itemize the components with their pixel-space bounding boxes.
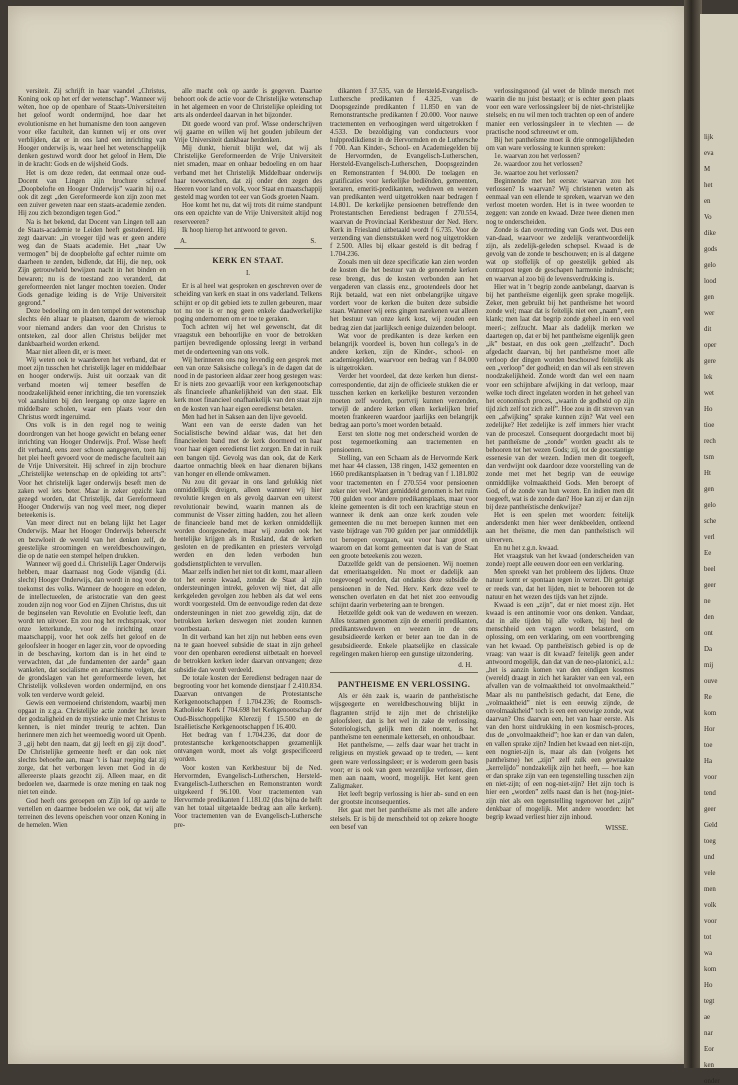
next-page-text-fragment: Ho	[704, 406, 713, 413]
next-page-text-fragment: sche	[704, 518, 717, 525]
next-page-text-fragment: ne	[704, 598, 711, 605]
column-2	[174, 88, 322, 1052]
paragraph: Ik hoop hierop het antwoord te geven.	[182, 226, 288, 234]
next-page-text-fragment: Eor	[704, 1046, 714, 1053]
next-page-text-fragment: rech	[704, 438, 716, 445]
paragraph: Men had het in Saksen aan den lijve gevoeld.	[182, 413, 307, 421]
paragraph: Van meer direct nut en belang lijkt het Lager Onderwijs. Maar het Hooger Onderwijs beheerscht en bezwloeit de wereld van het denken zelf, de geestelijke stroomingen en wereldbeschouwingen, die op de natie een stempel helpen drukken.	[18, 520, 166, 560]
paragraph: 1e. waarvan zou het verlossen?	[494, 153, 580, 161]
article-body-kerk-en-staat	[174, 283, 322, 829]
paragraph: Verder het voordeel, dat deze kerken hun dienst-correspondentie, dat zijn de officieele stukken die er tusschen kerken en kerkelijke besturen verzonden moeten zelf worden, portvrij kunnen verzenden, terwijl de andere kerken elken kerkelijken brief moeten frankeeren waardoor jaarlijks een belangrijk bedrag aan porto’s moet worden betaald.	[330, 373, 478, 430]
column-4-body	[486, 88, 634, 822]
paragraph: Ons volk is in den regel nog te weinig doordrongen van het hooge gewicht en belang eener inrichting van Hooger Onderwijs. Prof. Wisse heeft dit verband, eens zeer schoon aangegeven, toen hij het plei heeft gevoerd voor de medische faculteit aan de Vrije Universiteit. Hij schreef in zijn brochure „Christelijke wetenschap en de opleiding tot arts”: Voor het christelijk lager onderwijs beseft men de zaken wel iets beter. Maar in zeker opzicht kan gezegd worden, dat Christelijk, dat Gereformeerd Hooger Onderwijs van nog veel meer, nog dieper beteekenis is.	[18, 422, 166, 520]
next-page-text-fragment: Re	[704, 694, 712, 701]
signature-left: A.	[180, 236, 187, 245]
next-page-text-fragment: volk	[704, 902, 717, 909]
next-page-text-fragment: lek	[704, 374, 713, 381]
paragraph: alle macht ook op aarde is gegeven. Daartoe behoort ook de actie voor de Christelijke wetenschap in het algemeen en voor de Christelijke opleiding tot arts als onderdeel daarvan in het bijzonder.	[174, 88, 322, 120]
next-page-text-fragment: kom	[704, 710, 717, 717]
paragraph: De totale kosten der Eeredienst bedragen naar de begrooting voor het komende dienstjaar f 2.410.834. Daarvan ontvangen de Protestantsche Kerkgenootschappen f 1.704.236; de Roomsch-Katholieke Kerk f 704.698 het Kerkgenootschap der Oud-Bisschoppelijke Klerezij f 15.500 en de Israëlietische Kerkgenootschappen f 16.400.	[174, 674, 322, 731]
paragraph: Stelling, van een Schaam als de Hervormde Kerk met haar 44 classen, 138 ringen, 1432 gemeenten en 1660 predikantsplaatsen in ’t bedrag van f 1.181.802 voor tractementen en f 270.554 voor pensioenen zeker niet veel. Want gemiddeld genomen is het ruim 700 gulden voor andere predikantsplaats, maar voor kleine gemeenten is dit toch een krachtige steun en wanneer ik denk aan onze kerk zouden vele gemeenten die nu met beroepen kunnen met een vaste bijdrage van 700 gulden per jaar onmiddellijk tot beroepen overgaan, wat voor haar groot en waarom en dat komt gemeenten dat is van de Staat een groote beteekenis zou wezen.	[330, 455, 478, 560]
paragraph: Wij weten ook te waardeeren het verband, dat er moet zijn tusschen het christelijk lager en middelbaar en hooger onderwijs. Juist uit oorzaak van dit verband moeten wij temeer beseffen de noodzakelijkheid eener inrichting, die ten vorensziek vol aansluiten bij den leergang op onze lagere en middelbare scholen, waar een plaats voor den Christus wordt ingeruimd.	[18, 357, 166, 422]
paragraph: In dit verband kan het zijn nut hebben eens even na te gaan hoeveel subsidie de staat in zijn geheel voor den openbaren eeredienst uitbetaalt en hoeveel de betrokken kerken ieder daarvan ontvangen; deze subsidie dan wordt verdeeld.	[174, 634, 322, 674]
paragraph: verlossingsnood (al weet de blinde mensch met waarin die nu juist bestaat); er is echter geen plaats voor een ware verlossingsleer bij de niet-christelijke stelsels; en nu wil men toch trachten op een of andere manier een verlossingsleer in te vlechten — de practische nood schreeuwt er om.	[486, 88, 634, 136]
next-page-text-fragment: und	[704, 854, 715, 861]
paragraph: Mij dunkt, hieruit blijkt wel, dat wij als Christelijke Gereformeerden de Vrije Universiteit niet smaden, maar en onhaar bedoeling en om haar verband met het Christelijk Middelbaar onderwijs haar toewenschen, dat zij onder den zegen des Heeren voor land en volk, voor Staat en maatschappij gesteld mag worden tot eer van Gods groeten Naam.	[174, 145, 322, 202]
next-page-text-fragment: toeg	[704, 838, 716, 845]
paragraph: Want een van de eerste daden van het Socialistische bewind aldaar was, dat het den financieelen band met de kerk doormeed en haar voor haar eigen eeredienst liet zorgen. En dat in ruik een bangen tijd. Gevolg was dan ook, dat de Kerk daartoe onmachtig bleek en haar dienaren bijkans van honger en ellende omkwamen.	[174, 421, 322, 478]
paragraph: Het is om deze reden, dat eenmaal onze oud-Docent van Lingen zijn brochure schreef „Doopbelofte en Hooger Onderwijs” waarin hij o.a. ook dit zegt „den Gereformeerde kon zijn zoon met een zuiver geweten naar een staats-academie zenden. Hij zou zich bezondigen tegen God.”	[18, 169, 166, 218]
paragraph: Het pantheïsme, — zelfs daar waar het tracht in religieus en mystiek gewaad op te treden, — kent geen ware verlossingsleer; er is wederom geen basis voor; er is ook van geen wezenlijke verlosser, dien men aan naam, woord, mogelijk. Het kent geen Zaligmaker.	[330, 742, 478, 790]
next-page-text-fragment: beel	[704, 566, 716, 573]
article-body-pantheisme	[330, 693, 478, 832]
paragraph: Nu zou dit gevaar in ons land gelukkig niet onmiddellijk dreigen, alleen wanneer wij hier revolutie kregen en als gevolg daarvan een uiterst revolutionair bewind, waarin mannen als de communist de Visser zitting hadden, zou het alleen de financieele band met de kerken onmiddellijk worden doorgesneden, maar wij zouden ook het heetelijke krijgen als in Rusland, dat de kerken gesloten en de predikanten en priesters vervolgd werden en den leden verboden hun godsdienstplichten te vervullen.	[174, 479, 322, 568]
column-3-body	[330, 88, 478, 659]
column-1	[18, 88, 166, 1058]
next-page-text-fragment: en	[704, 198, 711, 205]
next-page-text-fragment: tioe	[704, 422, 715, 429]
paragraph: Voor kosten van Kerkbestuur bij de Ned. Hervormden, Evangelisch-Lutherschen, Hersteld-Evangelisch-Lutherschen en Remonstranten wordt uitgekeerd f 96.100. Voor tractementen van Hervormde predikanten f 1.181.02 (dus bijna de helft van het totaal uitgetaalde bedrag aan alle kerken). Voor tractementen van de Evangelisch-Luthersche pre-	[174, 764, 322, 829]
next-page-text-fragment: gelo	[704, 502, 716, 509]
paragraph: Beginnende met het eerste: waarvan zou het verlossen? Is waarvan? Wij christenen weten als eenmaal van een ellende te spreken, waarvan we den verlost moeten worden. Het is in twee woorden te zeggen: van zonde en kwaad. Deze twee dienen men nog te onderscheiden.	[486, 177, 634, 226]
paragraph: Gewis een vermoeiend christendom, waarbij men opgaat in z.g.a. Christelijke actie zonder het leven der godzaligheid en de mystieke unie met Christus te kennen, is niet minder treurig te achten. Dan herinnere men zich het weemoedig woord uit Openb. 3 „gij hebt den naam, dat gij leeft en gij zijt dood”. De Christelijke gemeente heeft er dan ook niet slechts behoefte aan, maar ’t is haar roeping dat zij zorge, dat het verborgen leven met God in de allereerste plaats gezocht zij. Alleen maar, en dit bedoelen we, daarmede is onze mening en taak nog niet ten einde.	[18, 699, 166, 797]
next-page-text-fragment: Ho	[704, 982, 713, 989]
paragraph: Hier wat in ’t begrip zonde aanbelangt, daarvan is bij het pantheïsme eigenlijk geen sprake mogelijk. Zeker, men gebruikt bij het pantheïsme het woord zonde wel; maar dat is feitelijk niet een „naam”, een klank; men laat dat begrip zonde geheel in een veel meeri-; zelfzucht. Maar als dadelijk merken we daartegen op, dat er bij het pantheïsme eigenlijk geen „ik” bestaat, en dus ook geen „zelfzucht”. Doch afgedacht daarvan, bij het pantheïsme moet alle verloop der dingen worden beschouwd feitelijk als een „verloop” der godheid; en dan wil als een streven noodzakelijkheid. Zonde wordt dan wel een naam voor een schijnbare afwijking in dat verloop, maar welke toch direct ingelaten worden in het geheel van het economisch proces, „waarin de godheid op zijn tijd zich zelf tot zich zelf”. Hoe zou in dit streven van een „afwijking” sprake kunnen zijn? Wat veel een zedelijke? Het zedelijke is zelf immers hier vracht van de proceszel. Consequent doorgedacht moet bij het pantheïsme de „zonde” worden geacht als te behooren tot het wezen Gods; zij, tot de goocstantige essenesie van der wezen. Indien men dit toegeeft, dan verdwijnt ook daardoor deze voorstelling van de zonde met met het begrip van de eeuwige onmiddlijke volmaaktheid Gods. Men beroept of God, of de zonde van hun wezen. En indien men dit toegeeft, wat is de zonde dan? Hoe kan zij er dan zijn bij deze pantheïstische denkwijze?	[486, 283, 634, 511]
paragraph: Men spreekt van het probleem des lijdens. Onze natuur komt er spontaan tegen in verzet. Dit getuigt er reeds van, dat het lijden, niet te behooren tot de natuur en het wezen des tijds van het zijnde.	[486, 569, 634, 601]
paragraph: versiteit. Zij schrijft in haar vaandel „Christus, Koning ook op het erf der wetenschap”. Wanneer wij wèten, hoe op de openbare of Staats-Universiteiten het geloof wordt ondermijnd, hoe daar het evolutionisme en het humanisme den toon aangeven voor elke faculteit, dan kunnen wij er ons over verblijden, dat er in ons land een inrichting van Hooger onderwijs is, waar heel het wetenschappelijk denken gestuwd wordt door het geloof in Hem, Die in de kracht: Gods en de wijsheid Gods.	[18, 88, 166, 169]
paragraph: Na is het bekend, dat Docent van Lingen tell aan de Staats-academie te Leiden heeft gestudeerd. Hij zegt daarvan: „in vroeger tijd was er geen andere weg dan de Staats academie. Het „naar Uw vermogen” bij de doopbelofte gaf echter ruimte om daarheen te zenden, bidlende, dat Hij, die nep, ook Zijn getrouwheid bewijzen nacht in het binden en bewaren; nu is de toestand zoo veranderd, dat gereformeerden niet langer mochten toezien. Onder Gods genadige leiding is de Vrije Universiteit gegrond.”	[18, 218, 166, 308]
paragraph: God heeft ons geroepen om Zijn lof op aarde te vertellen en daarmee bedoelen we ook, dat wij alle terreinen des levens opeischen voor onzen Koning in de hemelen. Wien	[18, 797, 166, 830]
paragraph: Maar zelfs indien het niet tot dit komt, maar alleen tot het eerste kwaad, zondat de Staat al zijn ondersteuningen intrekt, geloven wij niet, dat alle kerkgeleden gevolgen zou hebben als dat wel eens wordt voorgesteld. Om de eenvoudige reden dat deze ondersteuningen in niet zoo geweldig zijn, dat de betrokken kerken deswegen niet zouden kunnen voortbestaan.	[174, 568, 322, 633]
next-page-text-fragment: tend	[704, 790, 716, 797]
paragraph: 3e. waartoe zou het verlossen?	[494, 169, 579, 177]
next-page-text-fragment: verl	[704, 534, 715, 541]
paragraph: Het vraagstuk van het kwaad (onderscheiden van zonde) roept alle eeuwen door een een verklaring.	[486, 552, 634, 569]
next-page-text-fragment: wet	[704, 390, 714, 397]
next-page-text-fragment: het	[704, 182, 713, 189]
next-page-text-fragment: tegt	[704, 998, 715, 1005]
next-page-text-fragment: tot	[704, 934, 712, 941]
paragraph: Wij herinneren ons nog levendig een gesprek met een van onze Saksische collega’s in de dagen dat de nood in de pastorieen aldaar zeer hoog gestegen was: Er is niets zoo gevaarlijk voor een kerkgenootschap als financieele afhankelijkheid van den staat. Elk kerk moet financieel onafhankelijk van den staat zijn en de kosten van haar eigen eeredienst betalen.	[174, 356, 322, 413]
next-page-text-fragment: ont	[704, 630, 713, 637]
divider	[330, 672, 478, 673]
signature-dh: d. H.	[458, 660, 472, 669]
paragraph: Het leeft begrip verlossing is hier ab- sund en een der grootste inconsequenties.	[330, 791, 478, 807]
next-page-text-fragment: ouve	[704, 678, 718, 685]
next-page-text-fragment: dike	[704, 230, 716, 237]
paragraph: En nu het z.g.n. kwaad.	[494, 544, 559, 552]
next-page-text-fragment: gere	[704, 358, 716, 365]
signature-right: S.	[310, 236, 316, 245]
next-page-text-fragment: vele	[704, 870, 716, 877]
next-page-text-fragment: ae	[704, 1014, 711, 1021]
article-part-number: I.	[245, 269, 251, 278]
column-4	[486, 88, 634, 833]
next-page-text-fragment: men	[704, 886, 716, 893]
article-title-kerk-en-staat: KERK EN STAAT.	[212, 255, 284, 265]
next-page-text-fragment: dit	[704, 326, 712, 333]
next-page-text-fragment: M	[704, 166, 711, 173]
next-page-text-fragment: Ha	[704, 758, 713, 765]
paragraph: Hetzelfde geldt ook van de weduwen en weezen. Alles tezamen genomen zijn de emeriti predikanten, predikantsweduwen en weezen in de ons gesubsidieerde kerken er beter aan toe dan in de gesubsidieerde. Enkele plaatselijke en classicale regelingen maken hierop een gunstige uitzondering.	[330, 610, 478, 658]
next-page-edge	[700, 14, 738, 1085]
next-page-text-fragment: geer	[704, 806, 716, 813]
paragraph: Deze bedoeling om in den tempel der wetenschap slechts één altaar te plaatsen, daarom de wierook voor niemand anders dan voor den Christus te ontsteken, zal door allen Christus belijder met dankbaarheid worden erkend.	[18, 308, 166, 348]
next-page-text-fragment: geer	[704, 582, 716, 589]
next-page-text-fragment: toe	[704, 742, 713, 749]
column-2-intro	[174, 88, 322, 235]
paragraph: Als er één zaak is, waarin de pantheïstische wijsgeegerte en wereldbeschouwing blijkt in flagranten strijd te zijn met de christelijke geloofsleer, dan is het wel in zake de verlossing. Soteriologisch, gelijk men dit noemt, is het pantheïsme ten eenenmale ketterseh, en onhoudbaar.	[330, 693, 478, 742]
divider	[174, 248, 322, 249]
next-page-text-fragment: gelo	[704, 262, 716, 269]
paragraph: Het is een spelen met woorden: feitelijk andersdenkt men hier weer denkbeelden, ontleend aan het theïsme, die men dan pantheïstisch wil uitverven.	[486, 512, 634, 544]
paragraph: Het bedrag van f 1.704.236, dat door de protestantsche kerkgenootschappen gezamenlijk ontvangen wordt, moet als volgt gespecificeerd worden.	[174, 731, 322, 764]
paragraph: Wanneer wij goed d.i. Christelijk Lager Onderwijs hebben, maar daarnaast nog Gode vijandig (d.i. slecht) Hooger Onderwijs, dan wordt in nog voor de toekomst des volks. Wanneer de hoogere en edelen, de intellectueelen, de aristocratie van den geest zouden zijn nog voor God en Zijnen Christus, dus uit de beginselen van Revolutie en Evolutie leeft, dan wordt ten uitvoer. En zou nog het rechtspraak, voor onze letterkunde, voor de inrichting onzer maatschappij, voor het ook zelfs het geloof en de geloofsleer in hooger en lager zin, voor de opvoeding in de beschaving, kortom dan is in het eind te verwachten, dat „de fundamenten der aarde” gaan wankelen, dat socialisme en anarchisme volgen, dat de grondslagen van het gereformeerde leven, het Christelijk volksleven worden ondermijnd, en ons volk ten verderve wordt geleid.	[18, 561, 166, 699]
next-page-text-fragment: den	[704, 614, 714, 621]
paragraph: Dit goede woord van prof. Wisse onderschrijven wij gaarne en willen wij het gouden jubileum der Vrije Universiteit dankbaar herdenken.	[174, 120, 322, 144]
column-3	[330, 88, 478, 1054]
next-page-text-fragment: Vo	[704, 214, 712, 221]
next-page-text-fragment: mij	[704, 662, 714, 669]
next-page-text-fragment: gods	[704, 246, 718, 253]
next-page-text-fragment: nar	[704, 1030, 713, 1037]
next-page-text-fragment: onder	[704, 1078, 720, 1085]
next-page-text-fragment: voor	[704, 918, 717, 925]
paragraph: Toch achten wij het wel gewenscht, dat dit vraagstuk een behoorlijke en voor de betrokken partijen bevredigende oplossing leergt in verband met de onderteening van ons volk.	[174, 324, 322, 356]
next-page-text-fragment: gen	[704, 486, 714, 493]
paragraph: Het gaat met het pantheïsme als met alle andere stelsels. Er is bij de menschheid tot op zekere hoogte een besef van	[330, 807, 478, 831]
next-page-text-fragment: oper	[704, 342, 717, 349]
next-page-text-fragment: Hor	[704, 726, 715, 733]
paragraph: Maar niet alleen dit, er is meer.	[26, 349, 112, 356]
next-page-text-fragment: eva	[704, 150, 714, 157]
paragraph: Datzelfde geldt van de pensioenen. Wij noemen dat emeritaatsgelden. Nu moet er dadelijk aan toegevoegd worden, dat ondanks deze subsidie de pensioenen in de Ned. Herv. Kerk deze veel te wenschen overlaten en dat het niet zoo eenvoudig schijnt daarin verbetering aan te brengen.	[330, 561, 478, 609]
paragraph: Hoe komt het nu, dat wij trots dit ruime standpunt ons een opzichte van de Vrije Universiteit altijd nog reserveeren?	[174, 202, 322, 226]
next-page-text-fragment: tsm	[704, 454, 714, 461]
next-page-text-fragment: voor	[704, 774, 717, 781]
next-page-text-fragment: Geld	[704, 822, 718, 829]
paragraph: Zonde is dan overtreding van Gods wet. Dus een van-daad, waarvoor we zedelijk verantwoordelijk zijn, als zedelijk-geleden schepsel. Kwaad is de gevolg van de zonde te beschouwen; en is al datgene wat op stoffelijk of op geestelijk gebied als contrapost tegen de geschapen harmonie indruischt; en waarvan al zoo bij de levensverdrukking is.	[486, 226, 634, 283]
paragraph: Zooals men uit deze specificatie kan zien worden de kosten die het bestuur van de genoemde kerken rese brengt, dus de kosten verbonden aan het vergaderen van classis enz., grootendeels door het Rijk betaald, wat een niet onbelangrijke uitgave vordert voor de kerken die buiten deze subsidie staan. Wanneer wij eens gingen narekenen wat alleen het bestuur van onze kerk kost, wij zouden een bedrag zien dat jaarlijksch eenige duizenden beloopt.	[330, 259, 478, 332]
next-page-text-fragment: lood	[704, 278, 717, 285]
signature-wisse: WISSE.	[605, 824, 628, 833]
paragraph: Wat voor de predikanten is deze kerken een belangrijk voordeel is, boven hun collega’s in de andere kerken, zijn de Kinder-, school- en academiegelden, waarvoor een bedrag van f 84.000 is uitgetrokken.	[330, 332, 478, 373]
next-page-text-fragment: wa	[704, 950, 713, 957]
paragraph: Eerst ten slotte nog met onderscheid worden de post tegemoetkoming aan tractementen en pensioenen.	[330, 430, 478, 454]
paragraph: dikanten f 37.535, van de Hersteld-Evangelisch-Luthersche predikanten f 4.325, van de Doopsgezinde predikanten f 11.850 en van de Remonstrantsche predikanten f 20.000. Voor nauwe tractementen en verhoogingen werd uitgetrokken f 4.533. De bezoldiging van conducteurs voor hulppredikdienst in de Hervormden en de Luthersche f 700. Aan Kinder-, School- en Academiegelden bij de Hervormden, de Evangelisch-Lutherschen, Hersteld-Evangelisch-Lutherschen, Doopsgezinden en Remonstranten f 94.000. De toelagen en gratificaties voor kerkelijke bediënden, gemeenten, leeraren, emeriti-predikanten, weduwen en weezen van predikanten werd uitgetrokken naar bedragen f 14.801. De kerkelijke pensioenen betreffende den Protestantschen Eeredienst bedragen f 270.554, waarvan de Provinciaal Kerkbestuur der Ned. Herv. Kerk in Friesland uitbetaald wordt f 6.735. Voor de verzending van dienststukken werd nog uitgetrokken f 2.500. Alles bij elkaar gesteld is dit bedrag f 1.704.236.	[330, 88, 478, 259]
paragraph: Bij het pantheïsme moet ik drie onmogelijkheden om van ware verlossing te kunnen spreken:	[486, 136, 634, 153]
paragraph: Er is al heel wat gesproken en geschreven over de scheiding van kerk en staat in ons vaderland. Telkens schijnt er op dit gebied iets te zullen gebeuren, maar tot nu toe is er nog geen enkele daadwerkelijke poging ondernomen om er toe te geraken.	[174, 283, 322, 323]
next-page-text-fragment: lijk	[704, 134, 714, 141]
next-page-text-fragment: Ht	[704, 470, 711, 477]
signature-block	[180, 237, 316, 245]
next-page-text-fragment: kom	[704, 966, 717, 973]
next-page-text-fragment: Da	[704, 646, 713, 653]
article-title-pantheisme: PANTHEISME EN VERLOSSING.	[337, 680, 471, 690]
paragraph: Kwaad is een „zijn”, dat er niet moest zijn. Het kwaad is een antinomie voor ons denken. Vandaar, dat in alle tijden bij alle volken, bij heel de menschheid een vragen wordt belasterd, om oplossing, om een verklaring, om een voortbrenging van het kwaad. Op pantheïstisch gebied is op de vraag: van waar is dit kwaad? feitelijk geen ander antwoord mogelijk, dan dat van de neo-platonici, a.l.: „het is aanzin komen van den eindigen kosmos (wereld) draagt in zich het karakter van een val, een afvallen van de volmaaktheid tot onvolmaaktheid.” Maar als nu pantheïstisch gedacht, dat Eene, die „volmaaktheid” niet is een eeuwig zijnde, de onvolmaaktheid” toch is een een eeuwige zonde, wat daarvan? Ons daarvan een, het van haar eerste. Als van den horst uitdrukking in een kosmisch-proces, dus de „onvolmaaktheid”; hoe kan er dan van dalen, en vallen sprake zijn? Indien het kwaad een niet-zijn, een nogniet-zijn is, maar als dan (volgens het pantheïsme) het „zijn” zelf zulk een gewraakte „kerrelijdo” nondzakelijk zijn het heeft, — hoe kan er dan sprake zijn van een tegenstelling tusschen zijn en niet-zijn; of een nog-niet-zijn? Het zijn toch is hier een „worden” zelfs naast dan is het (nog-)niet-zijn niet als een tegenstelling tegenover het „zijn” denkbaar of mogelijk. Met andere woorden: het begrip kwaad verliest hier zijn inhoud.	[486, 601, 634, 821]
paragraph: 2e. waardoor zou het verlossen?	[494, 161, 583, 169]
next-page-text-fragment: Ee	[704, 550, 712, 557]
next-page-text-fragment: wer	[704, 310, 715, 317]
next-page-text-fragment: gen	[704, 294, 714, 301]
next-page-text-fragment: ken	[704, 1062, 714, 1069]
